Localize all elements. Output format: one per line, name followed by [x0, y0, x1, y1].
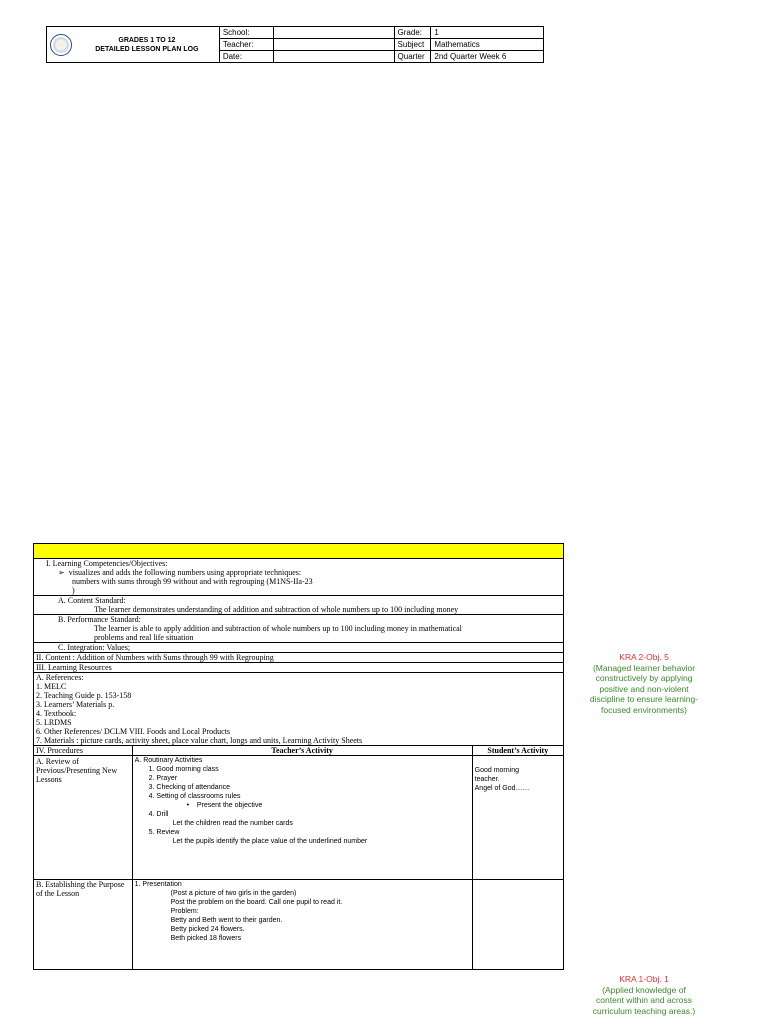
reference-item: 6. Other References/ DCLM VIII. Foods and Local Products [36, 727, 231, 736]
reference-item: 5. LRDMS [36, 718, 72, 727]
grade-value: 1 [431, 27, 544, 39]
activity-line: 5. Review [148, 829, 180, 836]
date-label: Date: [219, 51, 273, 63]
performance-standard-label: B. Performance Standard: [58, 615, 141, 624]
grade-label: Grade: [394, 27, 431, 39]
subject-value: Mathematics [431, 39, 544, 51]
content-standard-label: A. Content Standard: [58, 596, 126, 605]
kra-note-2 [574, 652, 714, 715]
kra-note-1 [574, 974, 714, 1016]
lesson-plan-header [46, 26, 544, 63]
date-value [274, 51, 394, 63]
reference-item: 4. Textbook: [36, 709, 77, 718]
integration-row: C. Integration: Values; [34, 643, 564, 653]
activity-line: Beth picked 18 flowers [170, 935, 242, 942]
step-b-teacher-activity [132, 880, 472, 970]
activity-line: Betty and Beth went to their garden. [170, 917, 283, 924]
school-value [274, 27, 394, 39]
activity-line: A. Routinary Activities [134, 757, 203, 764]
step-b-student-activity [472, 880, 563, 970]
arrow-bullet-icon: ➢ [58, 568, 69, 577]
content-standard-text: The learner demonstrates understanding of addition and subtraction of whole numbers up to 100 including money [94, 605, 459, 614]
objective-item-continued: numbers with sums through 99 without and with regrouping (M1NS-IIa-23 [72, 577, 313, 586]
kra-note-title: KRA 1-Obj. 1 [619, 974, 669, 984]
content-standard-section [34, 596, 564, 615]
references-heading: A. References: [36, 673, 84, 682]
activity-line: 1. Presentation [134, 881, 182, 888]
kra-note-line: (Applied knowledge of [602, 984, 686, 995]
teacher-value [274, 39, 394, 51]
quarter-value: 2nd Quarter Week 6 [431, 51, 544, 63]
step-a-label: A. Review of Previous/Presenting New Lessons [34, 756, 133, 880]
kra-note-line: discipline to ensure learning- [589, 694, 699, 704]
reference-item: 3. Learners’ Materials p. [36, 700, 115, 709]
deped-seal-cell [47, 27, 76, 63]
student-activity-header: Student’s Activity [472, 746, 563, 756]
header-title-line1: GRADES 1 TO 12 [118, 36, 176, 44]
deped-seal-icon [50, 34, 72, 56]
procedures-label: IV. Procedures [34, 746, 133, 756]
lesson-plan-table [33, 543, 564, 970]
kra-note-line: content within and across [596, 995, 692, 1005]
subject-label: Subject [394, 39, 431, 51]
teacher-label: Teacher: [219, 39, 273, 51]
kra-note-line: constructively by applying [595, 673, 693, 683]
bullet-icon: • [186, 802, 197, 809]
header-title [75, 27, 219, 63]
kra-note-title: KRA 2-Obj. 5 [619, 652, 669, 662]
objectives-section [34, 559, 564, 596]
activity-line: 2. Prayer [148, 775, 178, 782]
kra-note-line: (Managed learner behavior [592, 662, 696, 673]
activity-line: 1. Good morning class [148, 766, 219, 773]
header-title-line2: DETAILED LESSON PLAN LOG [95, 45, 199, 53]
performance-standard-section [34, 615, 564, 643]
kra-note-line: positive and non-violent [599, 683, 689, 694]
resources-heading: III. Learning Resources [34, 663, 564, 673]
highlight-row [34, 544, 564, 559]
objective-item-end: ) [72, 586, 75, 595]
performance-standard-text: The learner is able to apply addition and subtraction of whole numbers up to 100 including money in mathematical [94, 624, 462, 633]
activity-line: • Present the objective [186, 802, 263, 809]
activity-line: Betty picked 24 flowers. [170, 926, 245, 933]
reference-item: 1. MELC [36, 682, 67, 691]
activity-line: Let the pupils identify the place value of the underlined number [172, 838, 368, 845]
objective-item: ➢ visualizes and adds the following numbers using appropriate techniques: [58, 568, 302, 577]
activity-line: Let the children read the number cards [172, 820, 293, 827]
activity-line: (Post a picture of two girls in the garden) [170, 890, 297, 897]
student-line: teacher. [474, 776, 500, 783]
objectives-heading: I. Learning Competencies/Objectives: [46, 559, 168, 568]
teacher-activity-header: Teacher’s Activity [132, 746, 472, 756]
activity-line: 4. Setting of classrooms rules [148, 793, 241, 800]
step-a-teacher-activity [132, 756, 472, 880]
step-b-label: B. Establishing the Purpose of the Lesson [34, 880, 133, 970]
reference-item: 2. Teaching Guide p. 153-158 [36, 691, 132, 700]
activity-line: 4. Drill [148, 811, 169, 818]
references-section [34, 673, 564, 746]
activity-line: 3. Checking of attendance [148, 784, 230, 791]
activity-line: Post the problem on the board. Call one pupil to read it. [170, 899, 343, 906]
school-label: School: [219, 27, 273, 39]
student-line: Angel of God…… [474, 785, 530, 792]
content-row: II. Content : Addition of Numbers with Sums through 99 with Regrouping [34, 653, 564, 663]
reference-item: 7. Materials : picture cards, activity sheet, place value chart, longs and units, Learning Activity Sheets [36, 736, 363, 745]
step-a-student-activity [472, 756, 563, 880]
kra-note-line: focused environments) [601, 704, 687, 715]
kra-note-line: curriculum teaching areas.) [592, 1005, 696, 1016]
student-line: Good morning [474, 767, 519, 774]
performance-standard-text-2: problems and real life situation [94, 633, 194, 642]
quarter-label: Quarter [394, 51, 431, 63]
activity-line: Problem: [170, 908, 199, 915]
